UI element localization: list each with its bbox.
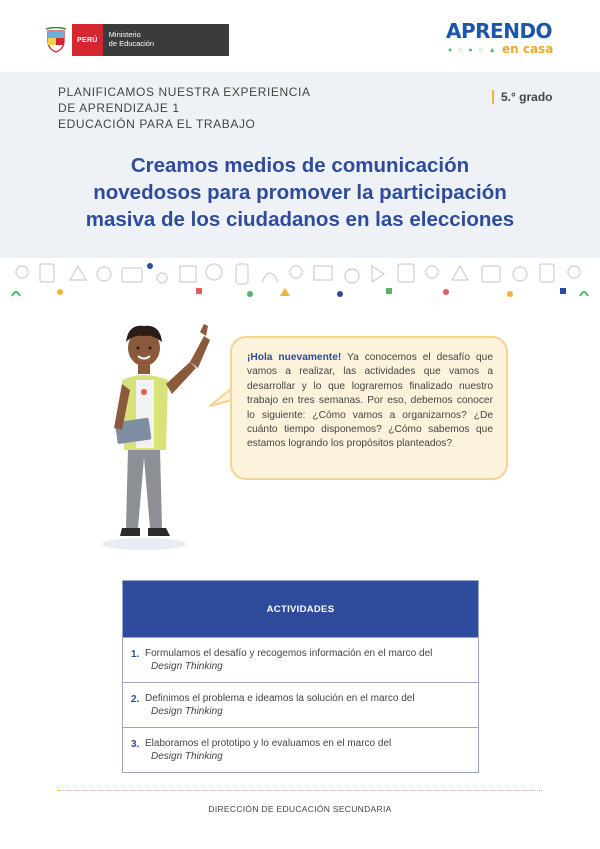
experience-line2: DE APRENDIZAJE 1 bbox=[58, 101, 180, 115]
peru-label: PERÚ bbox=[72, 24, 103, 56]
ministry-logo bbox=[44, 24, 229, 56]
activity-description: Definimos el problema e ideamos la solución en el marco del bbox=[145, 693, 415, 704]
activity-description: Elaboramos el prototipo y lo evaluamos en el marco del bbox=[145, 738, 392, 749]
activity-row bbox=[123, 682, 478, 727]
activity-row bbox=[123, 637, 478, 682]
activity-text bbox=[131, 692, 469, 718]
aprendo-en-casa-logo bbox=[446, 20, 562, 60]
activity-text bbox=[131, 737, 469, 763]
en-casa-label: en casa bbox=[502, 42, 554, 56]
title-line3: masiva de los ciudadanos en las elecciones bbox=[85, 208, 515, 231]
page-title bbox=[40, 152, 560, 233]
title-line2: novedosos para promover la participación bbox=[93, 181, 507, 204]
ministry-line1: Ministerio bbox=[108, 30, 141, 39]
header-panel bbox=[0, 72, 600, 258]
activity-row bbox=[123, 727, 478, 772]
bubble-text bbox=[247, 351, 493, 452]
activity-description: Formulamos el desafío y recogemos información en el marco del bbox=[145, 648, 433, 659]
aprendo-label: APRENDO bbox=[446, 19, 553, 43]
speech-bubble bbox=[230, 336, 508, 480]
bubble-greeting: ¡Hola nuevamente! bbox=[247, 352, 342, 363]
activity-number: 1. bbox=[131, 649, 140, 660]
footer-divider bbox=[58, 790, 542, 791]
activity-emphasis: Design Thinking bbox=[151, 751, 223, 762]
top-bar bbox=[0, 0, 600, 72]
subject-line: EDUCACIÓN PARA EL TRABAJO bbox=[58, 117, 256, 131]
student-illustration bbox=[92, 318, 232, 554]
footer-text: DIRECCIÓN DE EDUCACIÓN SECUNDARIA bbox=[208, 804, 392, 814]
activity-emphasis: Design Thinking bbox=[151, 661, 223, 672]
activities-table bbox=[122, 580, 479, 773]
title-line1: Creamos medios de comunicación bbox=[130, 154, 470, 177]
ministry-line2: de Educación bbox=[108, 39, 155, 48]
activity-emphasis: Design Thinking bbox=[151, 706, 223, 717]
activity-number: 2. bbox=[131, 694, 140, 705]
experience-line1: PLANIFICAMOS NUESTRA EXPERIENCIA bbox=[58, 85, 311, 99]
grade-label: 5.° grado bbox=[492, 90, 552, 104]
bubble-body: Ya conocemos el desafío que vamos a realizar, las actividades que vamos a desarrollar y lo que lograremos finalizado nuestro trabajo en tres semanas. Por eso, debemos conocer lo siguiente: ¿Cómo vamos a organizarnos? ¿De cuánto tiempo disponemos? ¿Cómo sabemos que estamos logrando los propósitos planteados? bbox=[247, 352, 493, 450]
activity-text bbox=[131, 647, 469, 673]
coat-of-arms-icon bbox=[44, 24, 68, 56]
activities-heading: ACTIVIDADES bbox=[123, 581, 478, 637]
activity-number: 3. bbox=[131, 739, 140, 750]
ministry-label bbox=[103, 24, 229, 56]
experience-heading bbox=[58, 84, 311, 132]
logo-dots: ● ○ ● ○ ▲ bbox=[448, 47, 498, 54]
decorative-icon-strip bbox=[0, 258, 600, 302]
